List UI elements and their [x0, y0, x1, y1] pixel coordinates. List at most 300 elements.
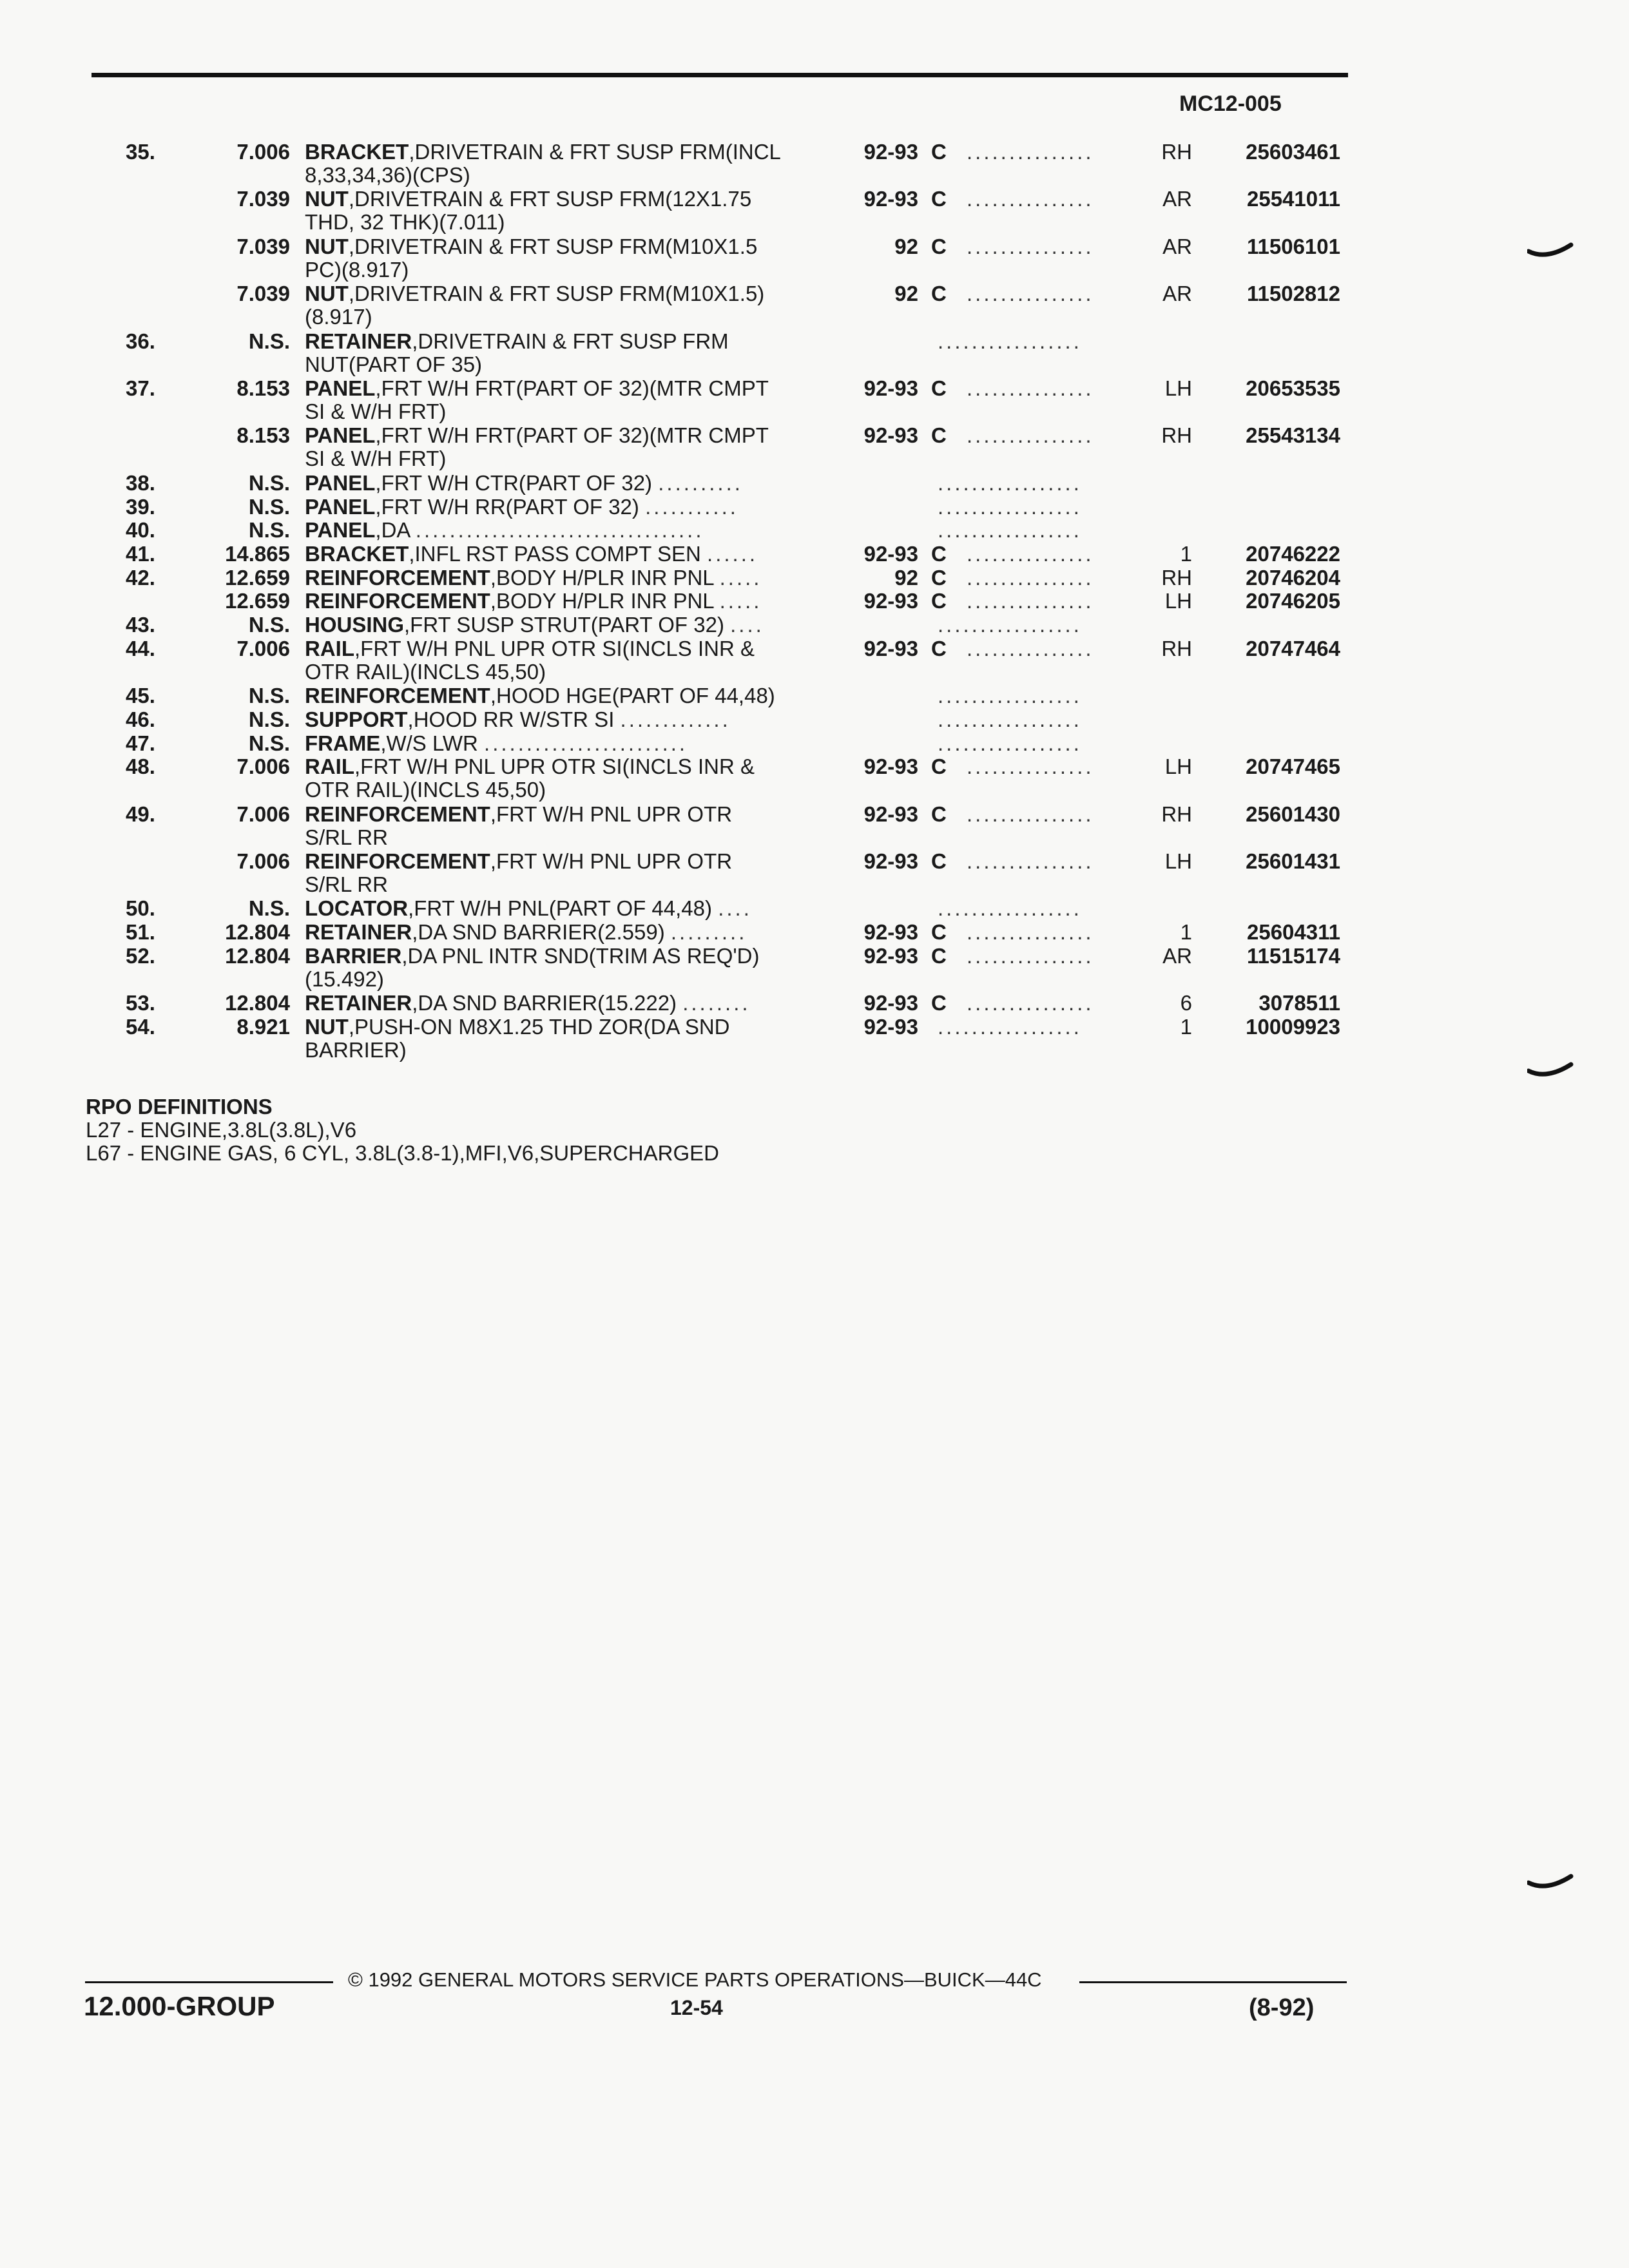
part-detail: ,INFL RST PASS COMPT SEN: [409, 542, 701, 566]
part-detail: ,FRT W/H FRT(PART OF 32)(MTR CMPT: [375, 424, 769, 448]
model-years: 92-93: [863, 1014, 918, 1039]
rpo-definition: L67 - ENGINE GAS, 6 CYL, 3.8L(3.8-1),MFI,V6,SUPERCHARGED: [86, 1141, 719, 1165]
series-code: C: [931, 234, 947, 258]
part-description: [305, 495, 840, 519]
part-name: REINFORCEMENT: [305, 684, 490, 708]
part-number: 25541011: [1246, 187, 1340, 211]
model-years: 92-93: [863, 802, 918, 826]
part-number: 20747464: [1246, 636, 1340, 660]
part-detail: ,DA PNL INTR SND(TRIM AS REQ'D): [401, 944, 760, 968]
part-name: SUPPORT: [305, 707, 408, 731]
part-detail-continued: 8,33,34,36)(CPS): [305, 163, 470, 187]
part-row: [0, 330, 1629, 376]
part-row: [0, 708, 1629, 731]
description-line: [305, 187, 840, 211]
part-name: PANEL: [305, 519, 376, 543]
part-row: [0, 566, 1629, 590]
part-detail: ,DRIVETRAIN & FRT SUSP FRM(M10X1.5: [348, 235, 758, 258]
part-description: [305, 945, 840, 991]
part-detail: ,DRIVETRAIN & FRT SUSP FRM(12X1.75: [348, 187, 752, 211]
model-years: 92-93: [863, 943, 918, 968]
part-name: REINFORCEMENT: [305, 590, 490, 613]
part-description: [305, 755, 840, 802]
part-row: [0, 803, 1629, 849]
ref-number: 54.: [126, 1014, 155, 1039]
model-years: 92-93: [863, 849, 918, 873]
part-detail-continued: S/RL RR: [305, 825, 388, 849]
part-name: LOCATOR: [305, 897, 409, 921]
part-detail: ,W/S LWR: [380, 731, 478, 755]
part-number: 25604311: [1246, 920, 1340, 945]
footer-rule-left: [85, 1981, 333, 1983]
dot-leader: ...............: [967, 637, 1094, 660]
quantity: AR: [1162, 234, 1192, 258]
part-number: 20747465: [1246, 754, 1340, 779]
part-number: 25601431: [1246, 849, 1340, 873]
part-name: NUT: [305, 282, 349, 306]
ref-number: 40.: [126, 518, 155, 543]
catalog-number: 7.039: [236, 282, 290, 306]
part-number: 11515174: [1246, 943, 1340, 968]
description-line: [305, 282, 840, 305]
series-code: C: [931, 802, 947, 826]
binder-ring-mark-icon: [1527, 1869, 1574, 1894]
catalog-number: 7.039: [236, 234, 290, 258]
part-detail: ,DA SND BARRIER(2.559): [412, 921, 665, 945]
dot-leader: ....: [718, 897, 752, 921]
catalog-number: 12.804: [225, 991, 290, 1015]
part-detail: ,BODY H/PLR INR PNL: [490, 590, 714, 613]
catalog-number: 12.659: [225, 565, 290, 590]
part-name: PANEL: [305, 377, 376, 400]
model-years: 92-93: [863, 187, 918, 211]
catalog-number: 7.006: [236, 140, 290, 164]
series-code: C: [931, 636, 947, 660]
part-detail: ,PUSH-ON M8X1.25 THD ZOR(DA SND: [348, 1015, 730, 1039]
description-line: [305, 684, 840, 707]
part-description: [305, 377, 840, 423]
part-detail: ,FRT W/H FRT(PART OF 32)(MTR CMPT: [375, 377, 769, 400]
dot-leader: .....: [719, 590, 762, 613]
description-line: [305, 330, 840, 353]
part-name: PANEL: [305, 495, 376, 519]
part-row: [0, 637, 1629, 684]
dot-leader: ...............: [967, 542, 1094, 566]
ref-number: 39.: [126, 494, 155, 519]
ref-number: 49.: [126, 802, 155, 826]
part-row: [0, 187, 1629, 234]
catalog-number: N.S.: [248, 707, 290, 731]
ref-number: 47.: [126, 731, 155, 755]
series-code: C: [931, 920, 947, 945]
ref-number: 46.: [126, 707, 155, 731]
part-description: [305, 637, 840, 684]
dot-leader: ..................................: [415, 519, 704, 543]
part-name: NUT: [305, 187, 349, 211]
catalog-number: 7.006: [236, 636, 290, 660]
part-description: [305, 519, 840, 542]
dot-leader: .................: [938, 684, 1082, 708]
part-description: [305, 708, 840, 731]
part-name: HOUSING: [305, 613, 405, 637]
catalog-number: 8.153: [236, 423, 290, 448]
part-name: BRACKET: [305, 140, 409, 164]
catalog-number: N.S.: [248, 470, 290, 495]
part-name: RAIL: [305, 637, 354, 660]
header-rule: [92, 73, 1348, 77]
part-row: [0, 1015, 1629, 1062]
part-detail-continued: NUT(PART OF 35): [305, 352, 483, 376]
description-line: [305, 732, 840, 755]
group-label: 12.000-GROUP: [84, 1991, 275, 2021]
ref-number: 44.: [126, 636, 155, 660]
description-line: [305, 519, 840, 542]
dot-leader: ...............: [967, 921, 1094, 945]
quantity: AR: [1162, 187, 1192, 211]
quantity: RH: [1161, 140, 1192, 164]
part-detail-continued: (8.917): [305, 305, 372, 329]
part-detail-continued: BARRIER): [305, 1037, 407, 1062]
rpo-definition: L27 - ENGINE,3.8L(3.8L),V6: [86, 1118, 357, 1142]
part-name: RAIL: [305, 755, 354, 779]
dot-leader: ...............: [967, 590, 1094, 613]
part-name: RETAINER: [305, 921, 412, 945]
part-description: [305, 187, 840, 234]
catalog-number: 7.006: [236, 754, 290, 779]
series-code: C: [931, 991, 947, 1015]
part-name: REINFORCEMENT: [305, 566, 490, 590]
catalog-number: N.S.: [248, 684, 290, 708]
quantity: LH: [1164, 589, 1192, 613]
part-detail: ,FRT SUSP STRUT(PART OF 32): [404, 613, 724, 637]
part-detail-continued: SI & W/H FRT): [305, 399, 447, 423]
model-years: 92: [894, 234, 918, 258]
dot-leader: ...............: [967, 187, 1094, 211]
model-years: 92-93: [863, 376, 918, 400]
dot-leader: ........: [682, 992, 751, 1015]
binder-ring-mark-icon: [1527, 237, 1574, 263]
part-description: [305, 803, 840, 849]
part-row: [0, 732, 1629, 755]
part-name: NUT: [305, 1015, 349, 1039]
dot-leader: ...............: [967, 235, 1094, 258]
part-row: [0, 472, 1629, 495]
catalog-number: 14.865: [225, 541, 290, 566]
ref-number: 38.: [126, 470, 155, 495]
part-description: [305, 850, 840, 896]
quantity: AR: [1162, 943, 1192, 968]
ref-number: 45.: [126, 684, 155, 708]
dot-leader: ...............: [967, 992, 1094, 1015]
ref-number: 53.: [126, 991, 155, 1015]
description-line: [305, 755, 840, 778]
part-detail-continued: THD, 32 THK)(7.011): [305, 210, 505, 235]
revision-date: (8-92): [1249, 1994, 1315, 2021]
model-years: 92-93: [863, 636, 918, 660]
dot-leader: ....: [730, 613, 764, 637]
dot-leader: .................: [938, 471, 1082, 495]
series-code: C: [931, 282, 947, 306]
ref-number: 36.: [126, 329, 155, 353]
dot-leader: ...............: [967, 377, 1094, 400]
dot-leader: ......: [707, 542, 758, 566]
series-code: C: [931, 187, 947, 211]
part-row: [0, 424, 1629, 470]
part-number: 11506101: [1246, 234, 1340, 258]
model-years: 92-93: [863, 754, 918, 779]
catalog-number: N.S.: [248, 518, 290, 543]
part-detail-continued: (15.492): [305, 966, 384, 991]
part-number: 25601430: [1246, 802, 1340, 826]
part-detail-continued: OTR RAIL)(INCLS 45,50): [305, 778, 546, 802]
description-line: [305, 472, 840, 495]
part-description: [305, 1015, 840, 1062]
part-row: [0, 897, 1629, 920]
part-row: [0, 684, 1629, 707]
dot-leader: .................: [938, 329, 1082, 353]
part-name: RETAINER: [305, 329, 412, 353]
part-row: [0, 921, 1629, 944]
dot-leader: ...............: [967, 282, 1094, 306]
dot-leader: .................: [938, 495, 1082, 519]
part-description: [305, 543, 840, 566]
series-code: C: [931, 754, 947, 779]
quantity: 6: [1180, 991, 1192, 1015]
model-years: 92-93: [863, 920, 918, 945]
dot-leader: .........: [670, 921, 747, 945]
page-number: 12-54: [670, 1996, 723, 2019]
part-description: [305, 566, 840, 590]
dot-leader: .................: [938, 613, 1082, 637]
dot-leader: ...............: [967, 944, 1094, 968]
description-line: [305, 1015, 840, 1039]
part-description: [305, 921, 840, 944]
dot-leader: ...............: [967, 755, 1094, 779]
dot-leader: .................: [938, 707, 1082, 731]
series-code: C: [931, 943, 947, 968]
dot-leader: .....: [719, 566, 762, 590]
part-description: [305, 897, 840, 920]
part-number: 20746204: [1246, 565, 1340, 590]
part-row: [0, 850, 1629, 896]
ref-number: 51.: [126, 920, 155, 945]
catalog-number: N.S.: [248, 494, 290, 519]
dot-leader: ...............: [967, 424, 1094, 448]
catalog-number: N.S.: [248, 613, 290, 637]
part-number: 25543134: [1246, 423, 1340, 448]
part-row: [0, 282, 1629, 329]
dot-leader: ...........: [645, 495, 738, 519]
description-line: [305, 140, 840, 164]
part-name: RETAINER: [305, 992, 412, 1015]
quantity: RH: [1161, 802, 1192, 826]
description-line: [305, 590, 840, 613]
series-code: C: [931, 541, 947, 566]
part-row: [0, 755, 1629, 802]
part-number: 25603461: [1246, 140, 1340, 164]
part-detail: ,FRT W/H PNL UPR OTR SI(INCLS INR &: [354, 755, 755, 779]
part-number: 10009923: [1246, 1014, 1340, 1039]
part-row: [0, 945, 1629, 991]
part-number: 3078511: [1258, 991, 1340, 1015]
part-row: [0, 590, 1629, 613]
model-years: 92-93: [863, 541, 918, 566]
ref-number: 50.: [126, 896, 155, 921]
quantity: RH: [1161, 636, 1192, 660]
part-detail: ,BODY H/PLR INR PNL: [490, 566, 714, 590]
ref-number: 52.: [126, 943, 155, 968]
part-number: 20653535: [1246, 376, 1340, 400]
part-row: [0, 519, 1629, 542]
part-number: 11502812: [1246, 282, 1340, 306]
model-years: 92: [894, 282, 918, 306]
part-number: 20746205: [1246, 589, 1340, 613]
rpo-title: RPO DEFINITIONS: [86, 1095, 273, 1119]
series-code: C: [931, 589, 947, 613]
catalog-number: 8.921: [236, 1014, 290, 1039]
part-name: PANEL: [305, 424, 376, 448]
part-detail: ,HOOD HGE(PART OF 44,48): [490, 684, 775, 708]
page-code: MC12-005: [1179, 91, 1282, 116]
quantity: 1: [1180, 1014, 1192, 1039]
series-code: C: [931, 849, 947, 873]
description-line: [305, 377, 840, 400]
series-code: C: [931, 565, 947, 590]
catalog-number: N.S.: [248, 329, 290, 353]
description-line: [305, 566, 840, 590]
series-code: C: [931, 376, 947, 400]
part-detail: ,FRT W/H PNL UPR OTR: [490, 802, 733, 826]
part-description: [305, 992, 840, 1015]
part-row: [0, 140, 1629, 187]
quantity: LH: [1164, 849, 1192, 873]
model-years: 92-93: [863, 589, 918, 613]
part-number: 20746222: [1246, 541, 1340, 566]
series-code: C: [931, 423, 947, 448]
part-detail-continued: S/RL RR: [305, 872, 388, 896]
ref-number: 48.: [126, 754, 155, 779]
quantity: RH: [1161, 565, 1192, 590]
part-description: [305, 472, 840, 495]
part-name: BRACKET: [305, 542, 409, 566]
part-name: FRAME: [305, 731, 381, 755]
part-detail-continued: SI & W/H FRT): [305, 447, 447, 471]
part-detail-continued: PC)(8.917): [305, 257, 409, 282]
catalog-number: 7.039: [236, 187, 290, 211]
ref-number: 35.: [126, 140, 155, 164]
catalog-number: N.S.: [248, 731, 290, 755]
model-years: 92-93: [863, 991, 918, 1015]
part-row: [0, 543, 1629, 566]
quantity: LH: [1164, 376, 1192, 400]
part-name: PANEL: [305, 471, 376, 495]
ref-number: 43.: [126, 613, 155, 637]
part-description: [305, 424, 840, 470]
part-description: [305, 684, 840, 707]
description-line: [305, 543, 840, 566]
dot-leader: ...............: [967, 802, 1094, 826]
catalog-number: 12.659: [225, 589, 290, 613]
ref-number: 42.: [126, 565, 155, 590]
description-line: [305, 897, 840, 920]
catalog-number: 8.153: [236, 376, 290, 400]
part-description: [305, 590, 840, 613]
description-line: [305, 945, 840, 968]
dot-leader: .................: [938, 897, 1082, 921]
part-row: [0, 992, 1629, 1015]
catalog-number: 12.804: [225, 943, 290, 968]
catalog-number: N.S.: [248, 896, 290, 921]
dot-leader: .................: [938, 1015, 1082, 1039]
dot-leader: ...............: [967, 566, 1094, 590]
series-code: C: [931, 140, 947, 164]
description-line: [305, 495, 840, 519]
part-detail-continued: OTR RAIL)(INCLS 45,50): [305, 659, 546, 684]
quantity: AR: [1162, 282, 1192, 306]
description-line: [305, 613, 840, 637]
quantity: 1: [1180, 920, 1192, 945]
description-line: [305, 424, 840, 447]
part-description: [305, 282, 840, 329]
binder-ring-mark-icon: [1527, 1057, 1574, 1082]
part-detail: ,FRT W/H CTR(PART OF 32): [375, 471, 653, 495]
dot-leader: ..........: [658, 471, 743, 495]
dot-leader: .................: [938, 731, 1082, 755]
model-years: 92-93: [863, 140, 918, 164]
catalog-number: 12.804: [225, 920, 290, 945]
description-line: [305, 235, 840, 258]
quantity: 1: [1180, 541, 1192, 566]
model-years: 92: [894, 565, 918, 590]
part-description: [305, 235, 840, 282]
description-line: [305, 803, 840, 826]
part-description: [305, 330, 840, 376]
part-detail: ,DRIVETRAIN & FRT SUSP FRM(M10X1.5): [348, 282, 765, 306]
part-description: [305, 613, 840, 637]
part-detail: ,DRIVETRAIN & FRT SUSP FRM: [412, 329, 729, 353]
part-detail: ,HOOD RR W/STR SI: [407, 707, 615, 731]
part-row: [0, 377, 1629, 423]
rpo-definitions: [86, 1095, 719, 1165]
copyright-notice: © 1992 GENERAL MOTORS SERVICE PARTS OPERATIONS—BUICK—44C: [348, 1968, 1042, 1991]
description-line: [305, 992, 840, 1015]
dot-leader: ........................: [484, 731, 688, 755]
dot-leader: .................: [938, 519, 1082, 543]
catalog-number: 7.006: [236, 849, 290, 873]
part-row: [0, 495, 1629, 519]
part-name: REINFORCEMENT: [305, 802, 490, 826]
footer-rule-right: [1079, 1981, 1347, 1983]
part-name: NUT: [305, 235, 349, 258]
part-detail: ,FRT W/H PNL UPR OTR SI(INCLS INR &: [354, 637, 755, 660]
dot-leader: .............: [620, 707, 731, 731]
part-detail: ,DRIVETRAIN & FRT SUSP FRM(INCL: [409, 140, 781, 164]
description-line: [305, 637, 840, 660]
description-line: [305, 708, 840, 731]
quantity: LH: [1164, 754, 1192, 779]
part-detail: ,DA: [375, 519, 410, 543]
part-name: BARRIER: [305, 944, 402, 968]
part-row: [0, 613, 1629, 637]
part-name: REINFORCEMENT: [305, 850, 490, 873]
part-detail: ,DA SND BARRIER(15.222): [412, 992, 677, 1015]
ref-number: 37.: [126, 376, 155, 400]
part-detail: ,FRT W/H PNL UPR OTR: [490, 850, 733, 873]
description-line: [305, 850, 840, 873]
dot-leader: ...............: [967, 850, 1094, 873]
part-description: [305, 140, 840, 187]
part-detail: ,FRT W/H PNL(PART OF 44,48): [408, 897, 713, 921]
